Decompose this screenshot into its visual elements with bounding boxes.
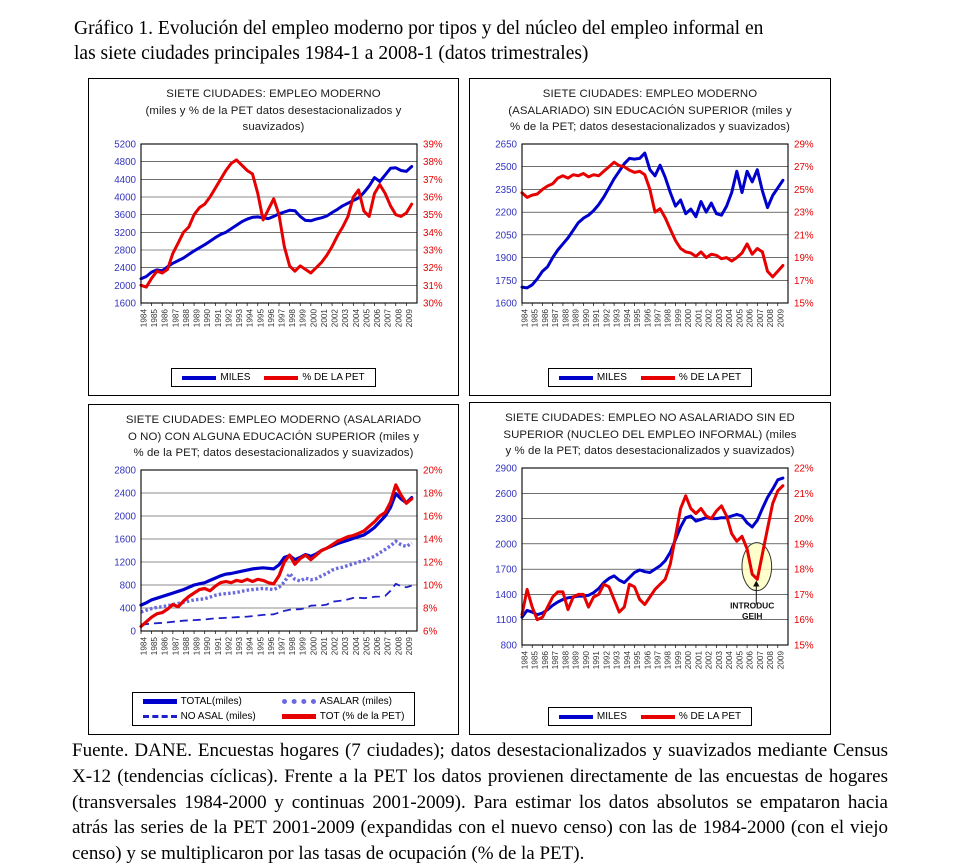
x-axis-tick-label: 1986 bbox=[160, 308, 170, 327]
x-axis-tick-label: 2009 bbox=[776, 308, 786, 327]
right-axis-tick-label: 30% bbox=[422, 298, 443, 310]
x-axis-tick-label: 1986 bbox=[540, 650, 550, 669]
x-axis-tick-label: 1986 bbox=[540, 308, 550, 327]
x-axis-tick-label: 1987 bbox=[551, 650, 561, 669]
x-axis-tick-label: 1997 bbox=[277, 636, 286, 655]
series-line-miles bbox=[141, 166, 412, 278]
legend-label: TOTAL(miles) bbox=[180, 696, 242, 707]
right-axis-tick-label: 15% bbox=[794, 640, 814, 652]
x-axis-tick-label: 1999 bbox=[298, 636, 308, 655]
right-axis-tick-label: 8% bbox=[422, 603, 437, 615]
right-axis-tick-label: 15% bbox=[794, 298, 814, 310]
x-axis-tick-label: 2005 bbox=[361, 636, 371, 655]
x-axis-tick-label: 2003 bbox=[714, 308, 724, 327]
x-axis-tick-label: 1989 bbox=[192, 308, 202, 327]
right-axis-tick-label: 10% bbox=[422, 580, 443, 592]
right-axis-tick-label: 12% bbox=[422, 557, 443, 569]
x-axis-tick-label: 2006 bbox=[372, 308, 382, 327]
right-axis-tick-label: 16% bbox=[422, 511, 443, 523]
left-axis-tick-label: 4000 bbox=[113, 192, 136, 204]
right-axis-tick-label: 31% bbox=[422, 280, 443, 292]
x-axis-tick-label: 2009 bbox=[404, 636, 414, 655]
right-axis-tick-label: 32% bbox=[422, 262, 443, 274]
chart-title-line: SIETE CIUDADES: EMPLEO NO ASALARIADO SIN ED bbox=[505, 412, 795, 424]
right-axis-tick-label: 39% bbox=[422, 139, 443, 151]
x-axis-tick-label: 1993 bbox=[612, 650, 622, 669]
x-axis-tick-label: 2005 bbox=[361, 308, 371, 327]
x-axis-tick-label: 2008 bbox=[393, 308, 403, 327]
left-axis-tick-label: 3200 bbox=[113, 227, 136, 239]
x-axis-tick-label: 1994 bbox=[622, 308, 632, 327]
x-axis-tick-label: 1995 bbox=[255, 308, 265, 327]
legend-item bbox=[143, 696, 256, 707]
chart-panel-con-educacion-superior bbox=[88, 404, 459, 735]
x-axis-tick-label: 2002 bbox=[330, 636, 340, 655]
left-axis-tick-label: 2650 bbox=[495, 139, 517, 151]
chart-canvas bbox=[472, 137, 828, 351]
left-axis-tick-label: 2050 bbox=[495, 229, 517, 241]
left-axis-tick-label: 2000 bbox=[495, 538, 517, 550]
x-axis-tick-label: 1985 bbox=[149, 636, 159, 655]
left-axis-tick-label: 2900 bbox=[495, 463, 517, 475]
x-axis-tick-label: 1994 bbox=[245, 308, 255, 327]
x-axis-tick-label: 1996 bbox=[266, 308, 276, 327]
annotation-label: INTRODUC bbox=[730, 599, 775, 610]
legend-swatch-dashed bbox=[143, 715, 177, 718]
left-axis-tick-label: 2350 bbox=[495, 184, 517, 196]
right-axis-tick-label: 25% bbox=[794, 184, 814, 196]
x-axis-tick-label: 2006 bbox=[745, 308, 755, 327]
legend-box bbox=[548, 707, 752, 726]
right-axis-tick-label: 18% bbox=[422, 488, 443, 500]
series-line-miles bbox=[522, 478, 783, 617]
chart-panel-nucleo-informal bbox=[469, 402, 831, 735]
x-axis-tick-label: 2000 bbox=[308, 636, 318, 655]
legend-item bbox=[559, 711, 627, 722]
x-axis-tick-label: 1998 bbox=[287, 308, 297, 327]
x-axis-tick-label: 2007 bbox=[383, 308, 393, 327]
x-axis-tick-label: 1993 bbox=[234, 636, 244, 655]
chart-legend bbox=[171, 368, 375, 387]
x-axis-tick-label: 2005 bbox=[735, 308, 745, 327]
legend-item bbox=[641, 372, 741, 383]
x-axis-tick-label: 2006 bbox=[372, 636, 382, 655]
x-axis-tick-label: 2006 bbox=[745, 650, 755, 669]
right-axis-tick-label: 16% bbox=[794, 614, 814, 626]
x-axis-tick-label: 2001 bbox=[319, 308, 329, 327]
x-axis-tick-label: 2007 bbox=[755, 650, 765, 669]
right-axis-tick-label: 33% bbox=[422, 245, 443, 257]
x-axis-tick-label: 1984 bbox=[520, 650, 530, 669]
x-axis-tick-label: 1998 bbox=[287, 636, 297, 655]
annotation-label: GEIH bbox=[741, 610, 763, 621]
x-axis-tick-label: 1996 bbox=[643, 650, 653, 669]
x-axis-tick-label: 1992 bbox=[223, 308, 233, 327]
x-axis-tick-label: 1985 bbox=[149, 308, 159, 327]
x-axis-tick-label: 1999 bbox=[673, 308, 683, 327]
x-axis-tick-label: 1997 bbox=[277, 308, 286, 327]
left-axis-tick-label: 1200 bbox=[113, 557, 136, 569]
left-axis-tick-label: 400 bbox=[119, 603, 136, 615]
left-axis-tick-label: 1750 bbox=[495, 275, 517, 287]
right-axis-tick-label: 20% bbox=[794, 513, 814, 525]
legend-label: MILES bbox=[596, 372, 627, 383]
x-axis-tick-label: 2002 bbox=[704, 308, 714, 327]
x-axis-tick-label: 2001 bbox=[694, 650, 704, 669]
right-axis-tick-label: 19% bbox=[794, 252, 814, 264]
right-axis-tick-label: 6% bbox=[422, 626, 437, 638]
left-axis-tick-label: 1900 bbox=[495, 252, 517, 264]
x-axis-tick-label: 1996 bbox=[266, 636, 276, 655]
x-axis-tick-label: 1999 bbox=[673, 650, 683, 669]
chart-title-line: SUPERIOR (NUCLEO DEL EMPLEO INFORMAL) (miles bbox=[503, 428, 797, 441]
legend-item bbox=[264, 372, 364, 383]
x-axis-tick-label: 2000 bbox=[308, 308, 318, 327]
x-axis-tick-label: 1992 bbox=[602, 308, 612, 327]
chart-title-line: % de la PET; datos desestacionalizados y suavizados) bbox=[509, 121, 790, 134]
x-axis-tick-label: 1994 bbox=[245, 636, 255, 655]
left-axis-tick-label: 2800 bbox=[113, 465, 136, 477]
left-axis-tick-label: 2500 bbox=[495, 161, 517, 173]
x-axis-tick-label: 2009 bbox=[404, 308, 414, 327]
chart-title-line: SIETE CIUDADES: EMPLEO MODERNO (ASALARIADO bbox=[125, 414, 422, 426]
right-axis-tick-label: 17% bbox=[794, 275, 814, 287]
series-line--de-la-pet bbox=[141, 159, 412, 286]
x-axis-tick-label: 1998 bbox=[663, 308, 673, 327]
x-axis-tick-label: 1985 bbox=[530, 308, 540, 327]
legend-swatch-solid bbox=[264, 376, 298, 380]
legend-label: % DE LA PET bbox=[302, 372, 365, 383]
x-axis-tick-label: 1988 bbox=[181, 308, 191, 327]
x-axis-tick-label: 1997 bbox=[653, 650, 663, 669]
legend-box bbox=[548, 368, 752, 387]
x-axis-tick-label: 1990 bbox=[202, 636, 212, 655]
x-axis-tick-label: 1992 bbox=[223, 636, 233, 655]
x-axis-tick-label: 1984 bbox=[139, 636, 148, 655]
left-axis-tick-label: 2000 bbox=[113, 511, 136, 523]
right-axis-tick-label: 18% bbox=[794, 564, 814, 576]
right-axis-tick-label: 21% bbox=[794, 229, 814, 241]
chart-title-line: SIETE CIUDADES: EMPLEO MODERNO bbox=[542, 88, 758, 100]
right-axis-tick-label: 17% bbox=[794, 589, 814, 601]
x-axis-tick-label: 1998 bbox=[663, 650, 673, 669]
legend-swatch-solid bbox=[641, 376, 675, 380]
chart-canvas bbox=[91, 137, 457, 351]
x-axis-tick-label: 2009 bbox=[776, 650, 786, 669]
x-axis-tick-label: 2000 bbox=[684, 308, 694, 327]
right-axis-tick-label: 38% bbox=[422, 156, 443, 168]
x-axis-tick-label: 1988 bbox=[561, 650, 571, 669]
right-axis-tick-label: 22% bbox=[794, 463, 814, 475]
left-axis-tick-label: 800 bbox=[500, 640, 517, 652]
chart-canvas bbox=[472, 461, 828, 693]
legend-swatch-dotted bbox=[282, 699, 316, 704]
legend-label: % DE LA PET bbox=[678, 711, 742, 722]
left-axis-tick-label: 3600 bbox=[113, 209, 136, 221]
right-axis-tick-label: 19% bbox=[794, 538, 814, 550]
legend-swatch-solid bbox=[182, 376, 216, 380]
x-axis-tick-label: 2004 bbox=[725, 308, 735, 327]
legend-swatch-solid bbox=[641, 715, 675, 719]
chart-legend bbox=[548, 707, 752, 726]
legend-item bbox=[182, 372, 250, 383]
x-axis-tick-label: 1987 bbox=[170, 308, 180, 327]
x-axis-tick-label: 1990 bbox=[581, 308, 591, 327]
x-axis-tick-label: 1991 bbox=[213, 636, 223, 655]
x-axis-tick-label: 1995 bbox=[633, 650, 643, 669]
plot-frame bbox=[141, 470, 417, 631]
legend-swatch-solid bbox=[559, 376, 593, 380]
x-axis-tick-label: 1988 bbox=[561, 308, 571, 327]
x-axis-tick-label: 2008 bbox=[393, 636, 403, 655]
x-axis-tick-label: 1987 bbox=[551, 308, 561, 327]
x-axis-tick-label: 1987 bbox=[170, 636, 180, 655]
chart-title-line: O NO) CON ALGUNA EDUCACIÓN SUPERIOR (miles y bbox=[127, 430, 420, 443]
chart-title bbox=[503, 410, 796, 460]
figure-caption-line-1: Gráfico 1. Evolución del empleo moderno por tipos y del núcleo del empleo informal en bbox=[74, 18, 764, 39]
right-axis-tick-label: 34% bbox=[422, 227, 443, 239]
chart-title bbox=[508, 86, 792, 136]
x-axis-tick-label: 1995 bbox=[633, 308, 643, 327]
series-line-tot-de-la-pet- bbox=[141, 484, 412, 626]
x-axis-tick-label: 2002 bbox=[330, 308, 340, 327]
legend-item bbox=[559, 372, 627, 383]
legend-item bbox=[143, 711, 256, 722]
legend-label: % DE LA PET bbox=[678, 372, 742, 383]
left-axis-tick-label: 1600 bbox=[113, 534, 136, 546]
figure-caption-line-2: las siete ciudades principales 1984-1 a 2008-1 (datos trimestrales) bbox=[74, 43, 589, 65]
left-axis-tick-label: 1700 bbox=[495, 564, 517, 576]
x-axis-tick-label: 1985 bbox=[530, 650, 540, 669]
x-axis-tick-label: 2004 bbox=[725, 650, 735, 669]
chart-title bbox=[146, 86, 402, 136]
chart-title bbox=[126, 412, 421, 462]
chart-title-line: y % de la PET; datos desestacionalizados y suavizados) bbox=[505, 445, 795, 458]
left-axis-tick-label: 2800 bbox=[113, 245, 136, 257]
x-axis-tick-label: 2007 bbox=[383, 636, 393, 655]
chart-panel-empleo-moderno bbox=[88, 78, 459, 396]
x-axis-tick-label: 2003 bbox=[714, 650, 724, 669]
x-axis-tick-label: 2005 bbox=[735, 650, 745, 669]
chart-title-line: % de la PET; datos desestacionalizados y suavizados) bbox=[133, 447, 414, 460]
legend-swatch-solid bbox=[282, 714, 316, 719]
x-axis-tick-label: 1986 bbox=[160, 636, 170, 655]
left-axis-tick-label: 2400 bbox=[113, 488, 136, 500]
x-axis-tick-label: 2001 bbox=[694, 308, 704, 327]
chart-title-line: SIETE CIUDADES: EMPLEO MODERNO bbox=[166, 88, 381, 100]
legend-swatch-solid bbox=[143, 699, 177, 704]
x-axis-tick-label: 2008 bbox=[766, 308, 776, 327]
legend-label: MILES bbox=[596, 711, 627, 722]
left-axis-tick-label: 2000 bbox=[113, 280, 136, 292]
x-axis-tick-label: 1984 bbox=[139, 308, 148, 327]
legend-label: MILES bbox=[220, 372, 251, 383]
chart-legend bbox=[548, 368, 752, 387]
x-axis-tick-label: 2004 bbox=[351, 308, 361, 327]
right-axis-tick-label: 14% bbox=[422, 534, 443, 546]
x-axis-tick-label: 2001 bbox=[319, 636, 329, 655]
x-axis-tick-label: 2004 bbox=[351, 636, 361, 655]
x-axis-tick-label: 1996 bbox=[643, 308, 653, 327]
x-axis-tick-label: 1984 bbox=[520, 308, 530, 327]
left-axis-tick-label: 1100 bbox=[495, 614, 517, 626]
x-axis-tick-label: 1991 bbox=[592, 650, 602, 669]
x-axis-tick-label: 1991 bbox=[592, 308, 602, 327]
x-axis-tick-label: 1989 bbox=[192, 636, 202, 655]
right-axis-tick-label: 23% bbox=[794, 207, 814, 219]
legend-item bbox=[282, 711, 405, 722]
plot-frame bbox=[522, 144, 788, 303]
left-axis-tick-label: 1400 bbox=[495, 589, 517, 601]
legend-item bbox=[282, 696, 405, 707]
series-line-miles bbox=[522, 153, 783, 288]
legend-label: NO ASAL (miles) bbox=[180, 711, 256, 722]
legend-label: TOT (% de la PET) bbox=[319, 711, 405, 722]
right-axis-tick-label: 20% bbox=[422, 465, 443, 477]
figure-caption bbox=[74, 16, 884, 67]
left-axis-tick-label: 4400 bbox=[113, 174, 136, 186]
left-axis-tick-label: 2200 bbox=[495, 207, 517, 219]
left-axis-tick-label: 2300 bbox=[495, 513, 517, 525]
chart-canvas bbox=[91, 463, 457, 679]
right-axis-tick-label: 37% bbox=[422, 174, 443, 186]
x-axis-tick-label: 1990 bbox=[202, 308, 212, 327]
x-axis-tick-label: 1992 bbox=[602, 650, 612, 669]
legend-swatch-solid bbox=[559, 715, 593, 719]
right-axis-tick-label: 29% bbox=[794, 139, 814, 151]
left-axis-tick-label: 2400 bbox=[113, 262, 136, 274]
chart-title-line: suavizados) bbox=[242, 121, 305, 134]
x-axis-tick-label: 2007 bbox=[755, 308, 765, 327]
right-axis-tick-label: 35% bbox=[422, 209, 443, 221]
x-axis-tick-label: 1993 bbox=[612, 308, 622, 327]
left-axis-tick-label: 4800 bbox=[113, 156, 136, 168]
x-axis-tick-label: 2002 bbox=[704, 650, 714, 669]
chart-title-line: (ASALARIADO) SIN EDUCACIÓN SUPERIOR (miles y bbox=[508, 104, 792, 117]
chart-title-line: (miles y % de la PET datos desestacionalizados y bbox=[145, 104, 402, 117]
right-axis-tick-label: 27% bbox=[794, 161, 814, 173]
x-axis-tick-label: 1991 bbox=[213, 308, 223, 327]
x-axis-tick-label: 1995 bbox=[255, 636, 265, 655]
x-axis-tick-label: 1990 bbox=[581, 650, 591, 669]
chart-panel-asalariado-sin-educacion bbox=[469, 78, 831, 396]
x-axis-tick-label: 1997 bbox=[653, 308, 663, 327]
x-axis-tick-label: 2003 bbox=[340, 636, 350, 655]
x-axis-tick-label: 1993 bbox=[234, 308, 244, 327]
x-axis-tick-label: 1988 bbox=[181, 636, 191, 655]
left-axis-tick-label: 1600 bbox=[495, 298, 517, 310]
right-axis-tick-label: 21% bbox=[794, 488, 814, 500]
left-axis-tick-label: 0 bbox=[130, 626, 136, 638]
legend-label: ASALAR (miles) bbox=[319, 696, 393, 707]
source-note: Fuente. DANE. Encuestas hogares (7 ciudades); datos desestacionalizados y suavizados mediante Census X-12 (tendencias cíclicas). Frente a la PET los datos provienen directamente de las encuestas de hogares (transversales 1984-2000 y continuas 2001-2009). Para estimar los datos absolutos se empataron hacia atrás las series de la PET 2001-2009 (expandidas con el nuevo censo) con las de 1984-2000 (con el viejo censo) y se multiplicaron por las tasas de ocupación (% de la PET). bbox=[72, 740, 888, 865]
x-axis-tick-label: 1989 bbox=[571, 650, 581, 669]
x-axis-tick-label: 2003 bbox=[340, 308, 350, 327]
legend-item bbox=[641, 711, 741, 722]
x-axis-tick-label: 1989 bbox=[571, 308, 581, 327]
left-axis-tick-label: 5200 bbox=[113, 139, 136, 151]
legend-box bbox=[132, 692, 416, 726]
x-axis-tick-label: 2000 bbox=[684, 650, 694, 669]
left-axis-tick-label: 800 bbox=[119, 580, 136, 592]
legend-box bbox=[171, 368, 375, 387]
left-axis-tick-label: 1600 bbox=[113, 298, 136, 310]
chart-legend bbox=[132, 692, 416, 726]
x-axis-tick-label: 1999 bbox=[298, 308, 308, 327]
left-axis-tick-label: 2600 bbox=[495, 488, 517, 500]
x-axis-tick-label: 2008 bbox=[766, 650, 776, 669]
right-axis-tick-label: 36% bbox=[422, 192, 443, 204]
x-axis-tick-label: 1994 bbox=[622, 650, 632, 669]
